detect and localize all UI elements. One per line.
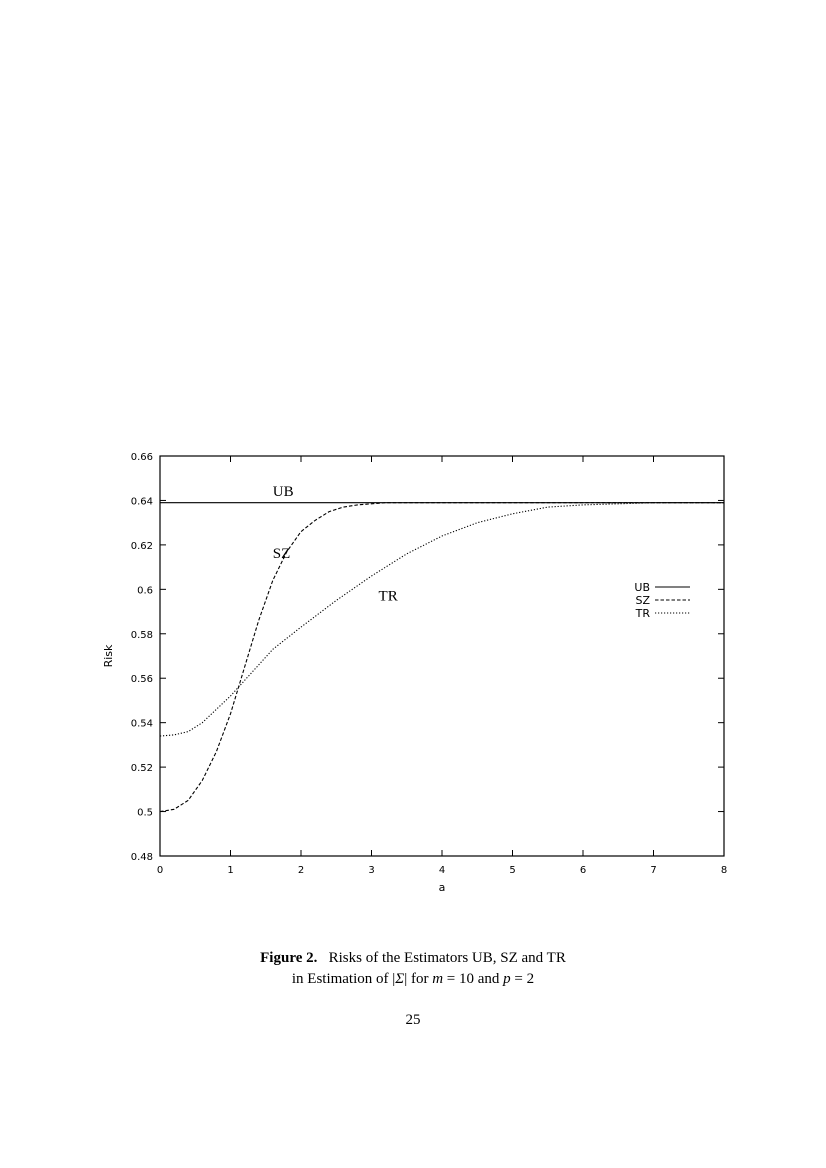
plot-frame — [160, 456, 724, 856]
annotation-sz: SZ — [272, 546, 291, 563]
y-tick-label: 0.58 — [130, 629, 153, 641]
m-value: = 10 and — [443, 971, 504, 987]
annotation-ub: UB — [272, 484, 294, 500]
y-tick-label: 0.62 — [130, 540, 153, 552]
y-tick-label: 0.52 — [130, 763, 153, 775]
m-variable: m — [432, 971, 444, 987]
figure-caption-line-2 — [0, 969, 826, 989]
tick-labels — [131, 452, 727, 876]
x-axis-label: a — [438, 881, 446, 894]
x-tick-label: 8 — [720, 865, 728, 876]
figure-caption-line-1 — [0, 948, 826, 968]
p-value: = 2 — [510, 971, 535, 987]
x-tick-label: 1 — [227, 865, 234, 876]
legend-label-tr: TR — [635, 607, 650, 620]
y-tick-label: 0.48 — [130, 852, 153, 863]
page-number: 25 — [405, 1012, 421, 1028]
sigma-symbol: Σ — [395, 971, 405, 987]
x-tick-label: 6 — [579, 865, 587, 876]
caption-mid: | for — [404, 971, 433, 987]
figure-label: Figure 2. — [260, 950, 318, 966]
y-tick-label: 0.5 — [137, 807, 153, 819]
y-axis-label: Risk — [102, 644, 115, 668]
y-tick-label: 0.54 — [130, 718, 153, 730]
annotation-tr: TR — [378, 588, 398, 605]
x-tick-label: 7 — [650, 865, 657, 876]
x-tick-label: 0 — [156, 865, 164, 876]
y-tick-label: 0.6 — [137, 585, 153, 597]
legend-label-ub: UB — [634, 581, 650, 594]
x-tick-label: 4 — [438, 865, 446, 876]
series-line-sz — [160, 503, 724, 812]
x-tick-label: 3 — [368, 865, 375, 876]
axis-ticks — [160, 456, 724, 856]
series-lines — [160, 503, 724, 812]
y-tick-label: 0.64 — [130, 496, 153, 508]
y-tick-label: 0.56 — [130, 674, 153, 686]
p-variable: p — [503, 971, 511, 987]
x-tick-label: 2 — [297, 865, 305, 876]
legend-label-sz: SZ — [635, 594, 650, 607]
y-tick-label: 0.66 — [130, 452, 153, 463]
caption-prefix: in Estimation of | — [291, 971, 396, 987]
legend — [634, 581, 690, 620]
x-tick-label: 5 — [509, 865, 516, 876]
caption-title: Risks of the Estimators UB, SZ and TR — [328, 950, 566, 966]
